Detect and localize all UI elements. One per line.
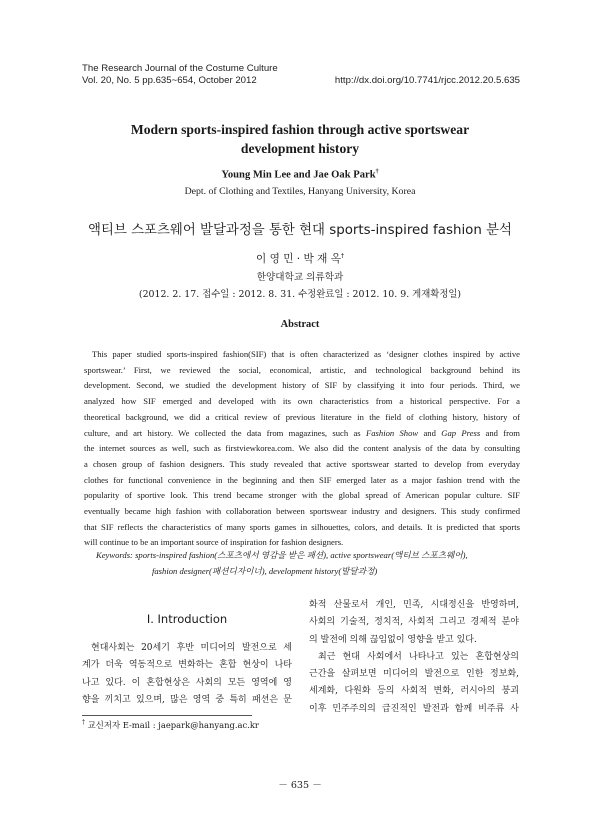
korean-title: 액티브 스포츠웨어 발달과정을 통한 현대 sports-inspired fashion 분석 [88,223,512,238]
authors [0,169,600,181]
abstract-line: This paper studied sports-inspired fashion(SIF) that is often characterized as ‘designer clothes inspired by active [92,349,520,359]
footnote [82,719,259,731]
right-column [309,597,519,718]
korean-affiliation: 한양대학교 의류학과 [256,272,344,283]
abstract-line: will continue to be an important source of inspiration for fashion designers. [84,537,344,548]
korean-author-names: 이 영 민 · 박 재 옥 [256,253,341,265]
abstract-line: popularity of sportive look. This trend became stronger with the global spread of American popular culture. SIF [84,490,520,501]
paper-title-line1: Modern sports-inspired fashion through active sportswear [130,122,470,137]
left-column [82,640,292,709]
submission-dates: (2012. 2. 17. 접수일 : 2012. 8. 31. 수정완료일 : 2012. 10. 9. 게재확정일) [138,289,462,300]
journal-name: The Research Journal of the Costume Culture [82,63,278,74]
footnote-text: 교신저자 E-mail : jaepark@hanyang.ac.kr [87,720,259,730]
paper-title-line2: development history [240,141,360,156]
abstract-line: culture, and art history. We collected the data from magazines, such as Fashion Show and Gap Press and from [84,427,520,438]
body-line: 근간을 살펴보면 미디어의 발전으로 인한 정보화, [309,669,519,680]
corresponding-mark: † [375,169,379,175]
body-line: 계가 더욱 역동적으로 변화하는 혼합 현상이 나타 [82,660,292,671]
body-line: 나고 있다. 이 혼합현상은 사회의 모든 영역에 영 [82,677,292,688]
author-names: Young Min Lee and Jae Oak Park [221,169,376,181]
section-title: Ⅰ. Introduction [146,612,228,626]
body-line: 화적 산물로서 개인, 민족, 시대정신을 반영하며, [309,600,519,610]
korean-authors [0,251,600,266]
body-line: 이후 민주주의의 급진적인 발전과 함께 비주류 사 [309,703,519,714]
body-line: 사회의 기술적, 정치적, 사회적 그리고 경제적 분야 [309,617,519,628]
korean-corresponding-mark: † [340,252,344,260]
abstract-body [84,347,520,551]
abstract-line: sportswear.’ First, we reviewed the social, economical, artistic, and technological background behind its [84,364,520,375]
magazine-name: Gap Press [441,427,481,438]
magazine-name: Fashion Show [366,427,419,438]
body-line: 향을 끼치고 있으며, 많은 영역 중 특히 패션은 문 [82,694,292,705]
abstract-heading: Abstract [280,319,320,330]
body-line: 의 발전에 의해 끊임없이 영향을 받고 있다. [309,634,477,645]
keywords-line2: fashion designer(패션디자이너), development history(발달과정) [152,566,378,576]
abstract-line: theoretical background, we did a critical review of previous literature in the field of clothing history, history of [84,411,520,422]
doi-link[interactable]: http://dx.doi.org/10.7741/rjcc.2012.20.5.635 [334,75,520,86]
abstract-line: eventually became high fashion with collaboration between sportswear industry and designers. This study confirmed [84,506,520,517]
abstract-line: analyzed how SIF emerged and developed with its own characteristics from a historical perspective. For a [84,396,520,407]
abstract-line: clothes for functional convenience in the beginning and then SIF emerged later as a major fashion trend with the [84,474,520,485]
footnote-divider [82,715,252,716]
abstract-line: the internet sources as well, such as firstviewkorea.com. We also did the content analysis of the data by consulting [84,443,520,454]
footnote-mark: † [82,719,85,727]
abstract-line: a chosen group of fashion designers. This study revealed that active sportswear started to develop from everyday [84,458,520,469]
volume-info: Vol. 20, No. 5 pp.635~654, October 2012 [82,75,257,86]
body-line: 세계화, 다원화 등의 사회적 변화, 러시아의 붕괴 [309,686,519,697]
page-number: － 635 － [278,780,322,791]
abstract-line: development. Second, we studied the development history of SIF by classifying it into four periods. Third, we [84,380,520,391]
body-line: 최근 현대 사회에서 나타나고 있는 혼합현상의 [318,651,519,662]
body-line: 현대사회는 20세기 후반 미디어의 발전으로 세 [91,643,292,653]
abstract-line: that SIF reflects the characteristics of many sports games in silhouettes, colors, and details. It is predicted that sports [84,521,520,532]
keywords-line1: Keywords: sports-inspired fashion(스포츠에서 영감을 받은 패션), active sportswear(액티브 스포츠웨어), [96,550,468,560]
affiliation: Dept. of Clothing and Textiles, Hanyang University, Korea [184,186,416,197]
